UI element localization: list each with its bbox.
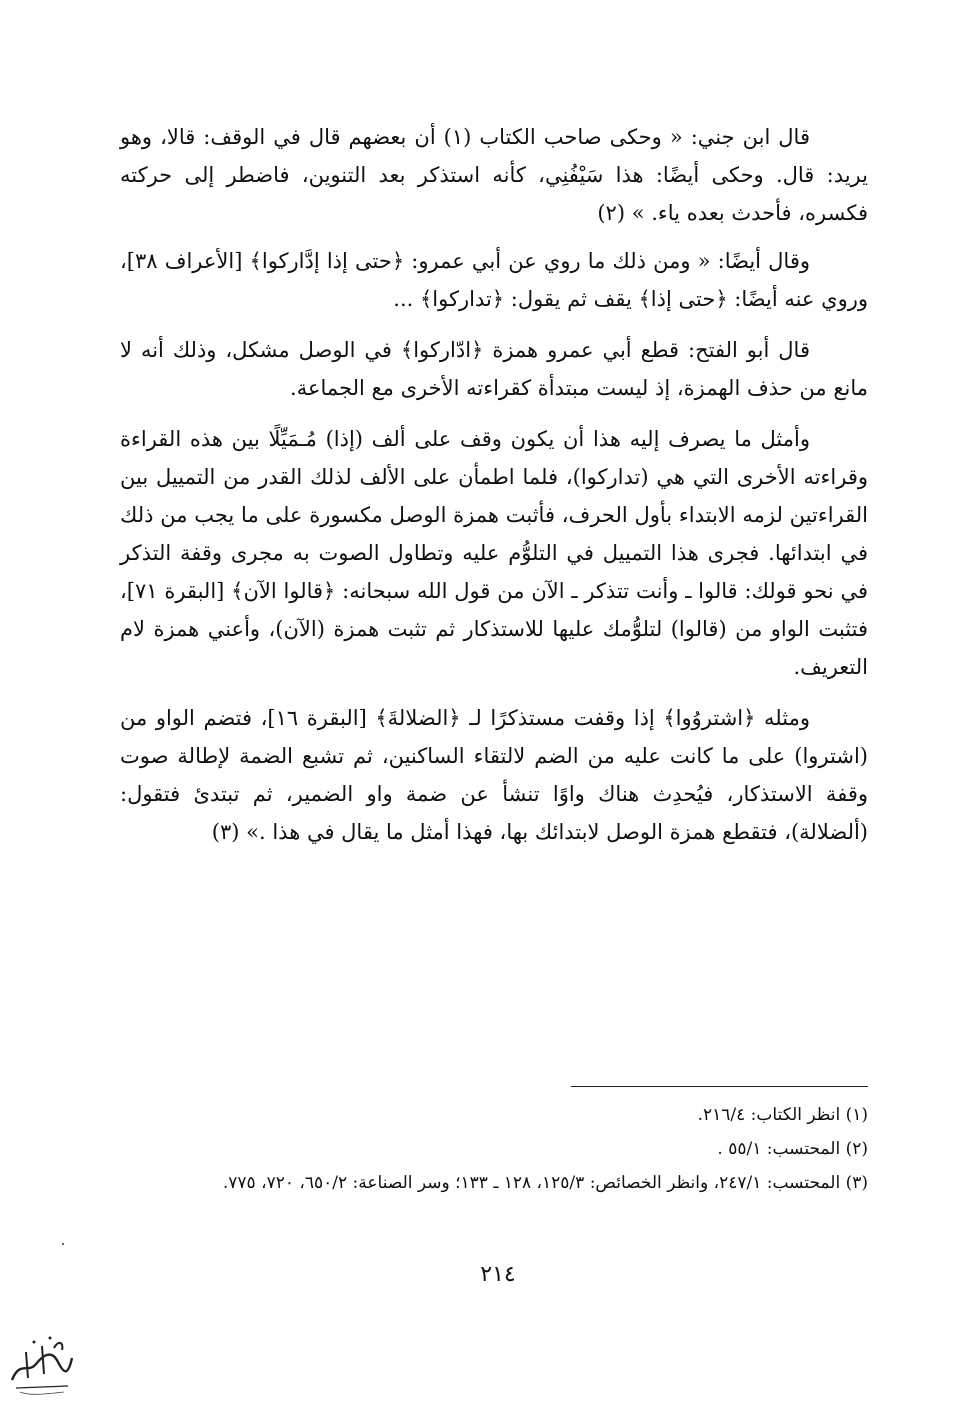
footnote-separator [571,1086,868,1087]
page-number: ٢١٤ [480,1262,516,1287]
calligraphy-stamp-icon [6,1330,76,1400]
paragraph-2: وقال أيضًا: « ومن ذلك ما روي عن أبي عمرو: ﴿حتى إذا إدَّاركوا﴾ [الأعراف ٣٨]، وروي عنه أيضًا: ﴿حتى إذا﴾ يقف ثم يقول: ﴿تداركوا﴾ ... [120,249,868,311]
main-text [120,118,868,864]
scan-speck [62,1243,64,1245]
footnote-3: (٣) المحتسب: ٢٤٧/١، وانظر الخصائص: ١٢٥/٣، ١٢٨ ـ ١٣٣؛ وسر الصناعة: ٦٥٠/٢، ٧٢٠، ٧٧٥. [222,1173,868,1193]
footnote-2: (٢) المحتسب: ٥٥/١ . [717,1139,868,1159]
footnotes [120,1100,868,1202]
paragraph-4: وأمثل ما يصرف إليه هذا أن يكون وقف على ألف (إذا) مُـمَيِّلًا بين هذه القراءة وقراءته الأخرى التي هي (تداركوا)، فلما اطمأن على الألف لذلك القدر من التمييل بين القراءتين لزمه الابتداء بأول الحرف، فأثبت همزة الوصل مكسورة على ما يجب من ذلك في ابتدائها. فجرى هذا التمييل في التلوُّم عليه وتطاول الصوت به مجرى وقفة التذكر في نحو قولك: قالوا ـ وأنت تتذكر ـ الآن من قول الله سبحانه: ﴿قالوا الآن﴾ [البقرة ٧١]، فتثبت الواو من (قالوا) لتلوُّمك عليها للاستذكار ثم تثبت همزة (الآن)، وأعني همزة لام التعريف. [120,427,868,679]
paragraph-5: ومثله ﴿اشتروُوا﴾ إذا وقفت مستذكرًا لـ ﴿الضلالةَ﴾ [البقرة ١٦]، فتضم الواو من (اشتروا) على ما كانت عليه من الضم لالتقاء الساكنين، ثم تشبع الضمة لإطالة صوت وقفة الاستذكار، فيُحدِث هناك واوًا تنشأ عن ضمة واو الضمير، ثم تبتدئ فتقول: (ألضلالة)، فتقطع همزة الوصل لابتدائك بها، فهذا أمثل ما يقال في هذا .» (٣) [120,706,868,844]
footnote-1: (١) انظر الكتاب: ٢١٦/٤. [697,1105,868,1125]
paragraph-1: قال ابن جني: « وحكى صاحب الكتاب (١) أن بعضهم قال في الوقف: قالا، وهو يريد: قال. وحكى أيضًا: هذا سَيْفُنِي، كأنه استذكر بعد التنوين، فاضطر إلى حركته فكسره، فأحدث بعده ياء. » (٢) [120,125,868,225]
paragraph-3: قال أبو الفتح: قطع أبي عمرو همزة ﴿ادّاركوا﴾ في الوصل مشكل، وذلك أنه لا مانع من حذف الهمزة، إذ ليست مبتدأة كقراءته الأخرى مع الجماعة. [120,338,868,400]
